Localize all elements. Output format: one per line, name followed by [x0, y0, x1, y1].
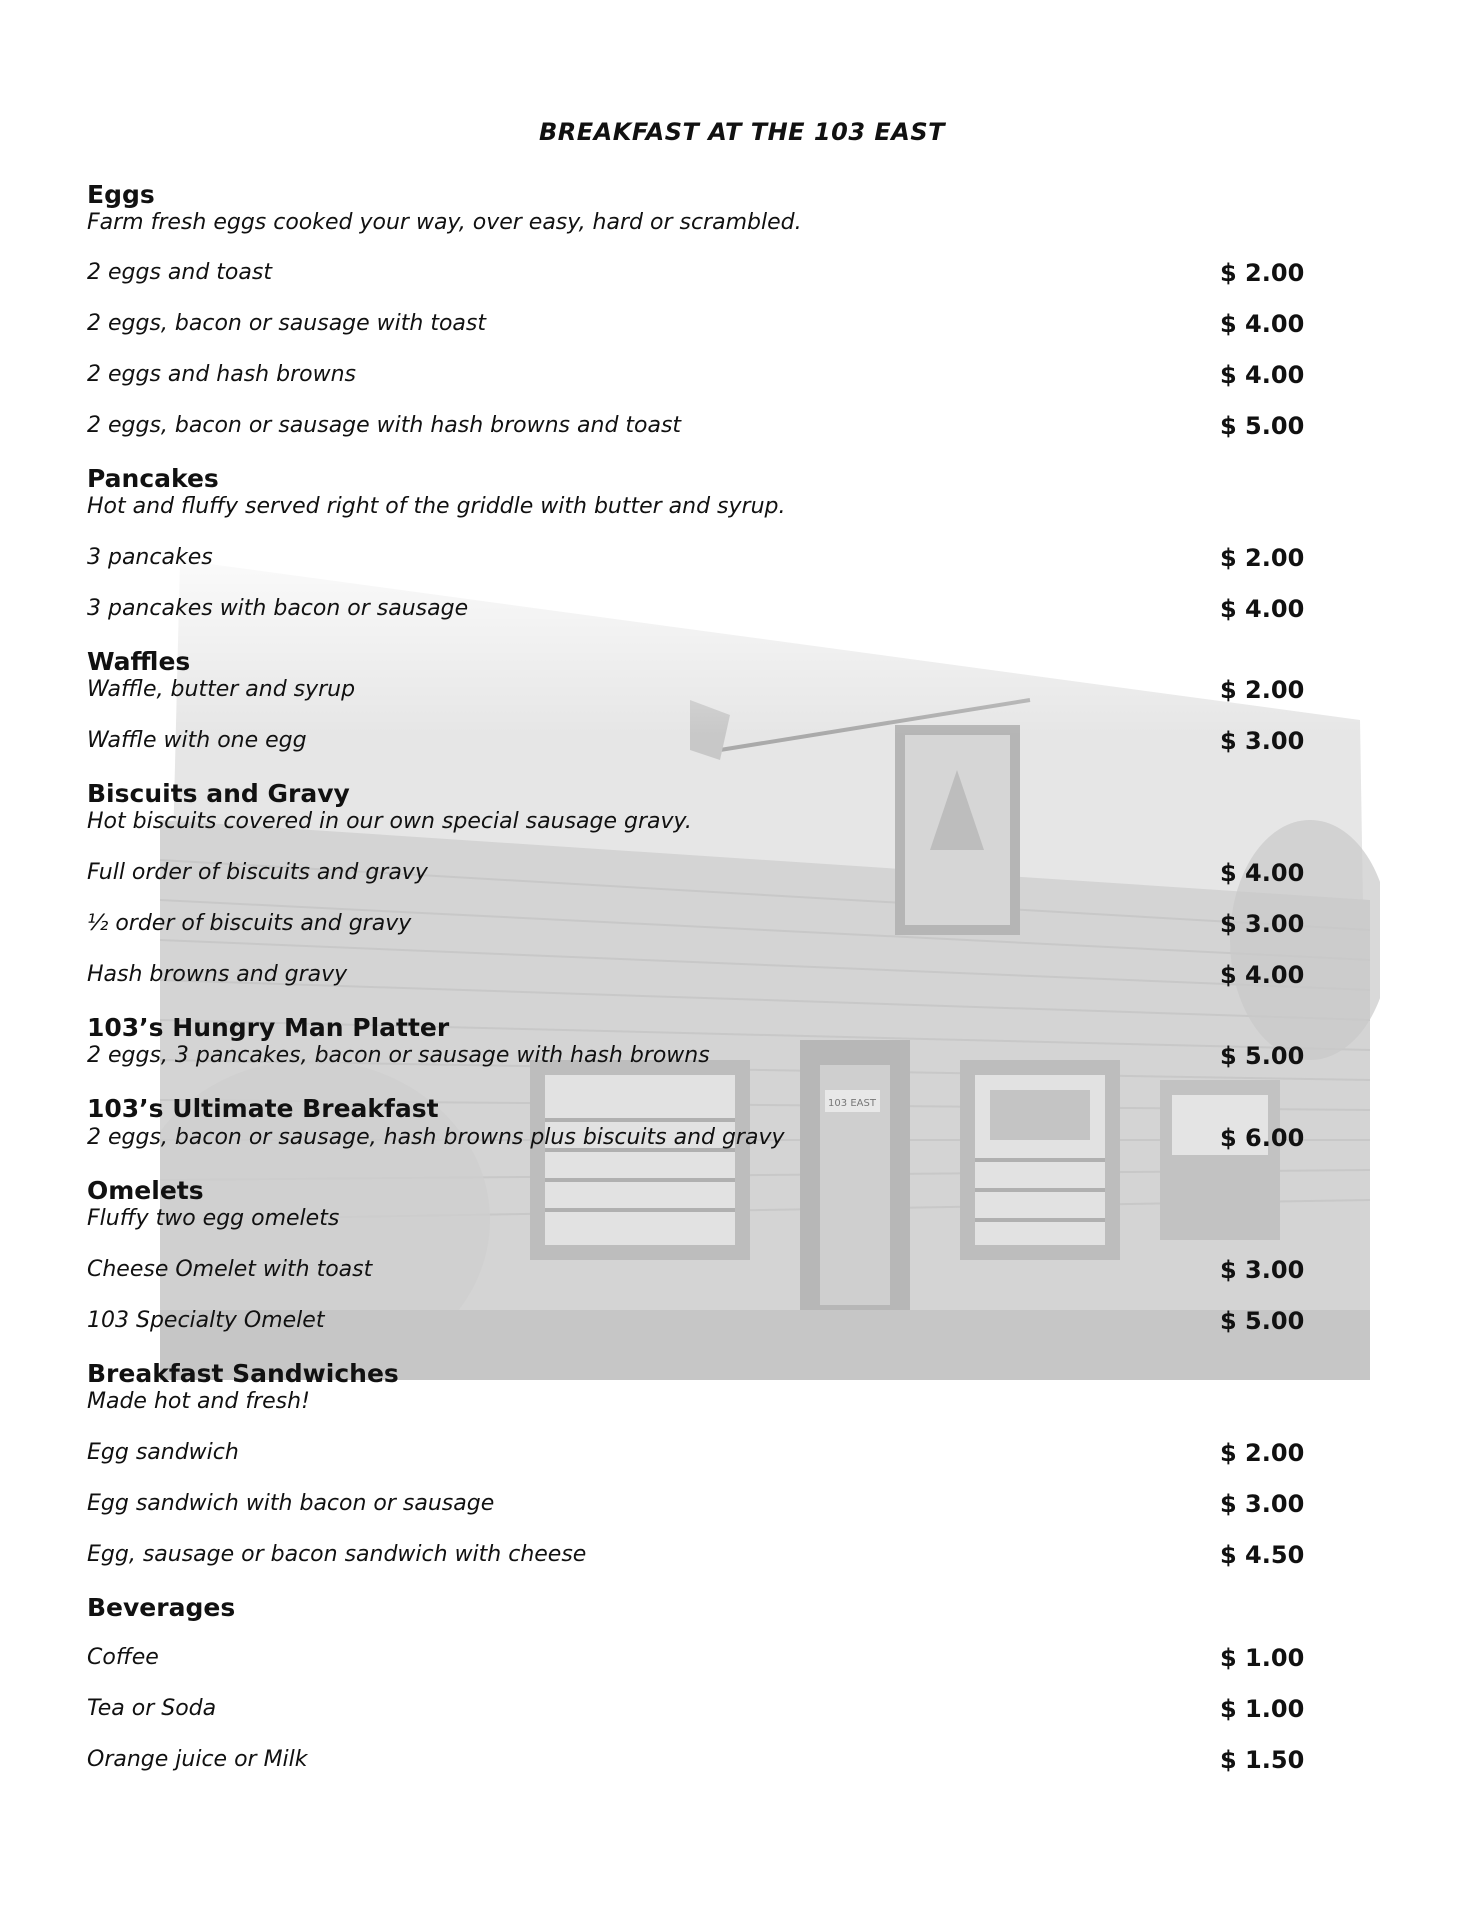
menu-item-price: $ 3.00 [1220, 910, 1305, 938]
menu-title: BREAKFAST AT THE 103 EAST [538, 118, 945, 146]
menu-item-price: $ 4.00 [1220, 595, 1305, 623]
section-description-pancakes: Hot and fluffy served right of the griddle with butter and syrup. [87, 494, 786, 519]
section-description-sandwiches: Made hot and fresh! [87, 1389, 310, 1414]
menu-item-name: 2 eggs and toast [87, 260, 272, 285]
menu-item-price: $ 4.00 [1220, 361, 1305, 389]
menu-item-name: 2 eggs and hash browns [87, 362, 356, 387]
menu-item-name: 2 eggs, 3 pancakes, bacon or sausage with hash browns [87, 1043, 710, 1068]
menu-item-price: $ 4.00 [1220, 859, 1305, 887]
section-heading-hungry-man: 103’s Hungry Man Platter [87, 1013, 450, 1042]
menu-item-price: $ 2.00 [1220, 1439, 1305, 1467]
section-heading-biscuits: Biscuits and Gravy [87, 779, 350, 808]
menu-item-price: $ 5.00 [1220, 1042, 1305, 1070]
menu-item-name: Full order of biscuits and gravy [87, 860, 428, 885]
menu-item-price: $ 4.00 [1220, 961, 1305, 989]
menu-item-price: $ 3.00 [1220, 1490, 1305, 1518]
section-heading-ultimate: 103’s Ultimate Breakfast [87, 1094, 439, 1123]
menu-item-price: $ 2.00 [1220, 259, 1305, 287]
menu-item-name: Cheese Omelet with toast [87, 1257, 373, 1282]
menu-item-price: $ 1.50 [1220, 1746, 1305, 1774]
section-heading-pancakes: Pancakes [87, 464, 219, 493]
menu-item-name: Egg sandwich [87, 1440, 239, 1465]
section-description-biscuits: Hot biscuits covered in our own special sausage gravy. [87, 809, 692, 834]
menu-item-name: Tea or Soda [87, 1696, 217, 1721]
menu-item-name: 2 eggs, bacon or sausage with hash browns and toast [87, 413, 682, 438]
menu-item-price: $ 4.00 [1220, 310, 1305, 338]
menu-item-name: Waffle, butter and syrup [87, 677, 356, 702]
menu-item-name: Hash browns and gravy [87, 962, 348, 987]
menu-item-price: $ 6.00 [1220, 1124, 1305, 1152]
menu-item-name: ½ order of biscuits and gravy [87, 911, 412, 936]
menu-item-price: $ 5.00 [1220, 1307, 1305, 1335]
menu-item-price: $ 3.00 [1220, 727, 1305, 755]
menu-item-price: $ 1.00 [1220, 1644, 1305, 1672]
menu-item-name: 3 pancakes with bacon or sausage [87, 596, 469, 621]
menu-item-price: $ 2.00 [1220, 544, 1305, 572]
menu-item-name: 2 eggs, bacon or sausage with toast [87, 311, 486, 336]
section-description-eggs: Farm fresh eggs cooked your way, over easy, hard or scrambled. [87, 210, 802, 235]
section-description-omelets: Fluffy two egg omelets [87, 1206, 340, 1231]
menu-item-name: 2 eggs, bacon or sausage, hash browns plus biscuits and gravy [87, 1125, 785, 1150]
menu-item-name: Egg, sausage or bacon sandwich with cheese [87, 1542, 587, 1567]
menu-item-price: $ 2.00 [1220, 676, 1305, 704]
menu-item-name: 103 Specialty Omelet [87, 1308, 325, 1333]
menu-item-price: $ 5.00 [1220, 412, 1305, 440]
section-heading-beverages: Beverages [87, 1593, 236, 1622]
section-heading-omelets: Omelets [87, 1176, 204, 1205]
section-heading-eggs: Eggs [87, 180, 155, 209]
menu-item-name: Orange juice or Milk [87, 1747, 308, 1772]
section-heading-waffles: Waffles [87, 647, 191, 676]
menu-item-name: Coffee [87, 1645, 159, 1670]
menu-item-name: Egg sandwich with bacon or sausage [87, 1491, 495, 1516]
menu-item-price: $ 1.00 [1220, 1695, 1305, 1723]
menu-item-price: $ 4.50 [1220, 1541, 1305, 1569]
menu-item-price: $ 3.00 [1220, 1256, 1305, 1284]
menu-item-name: Waffle with one egg [87, 728, 307, 753]
section-heading-sandwiches: Breakfast Sandwiches [87, 1359, 399, 1388]
menu-item-name: 3 pancakes [87, 545, 213, 570]
